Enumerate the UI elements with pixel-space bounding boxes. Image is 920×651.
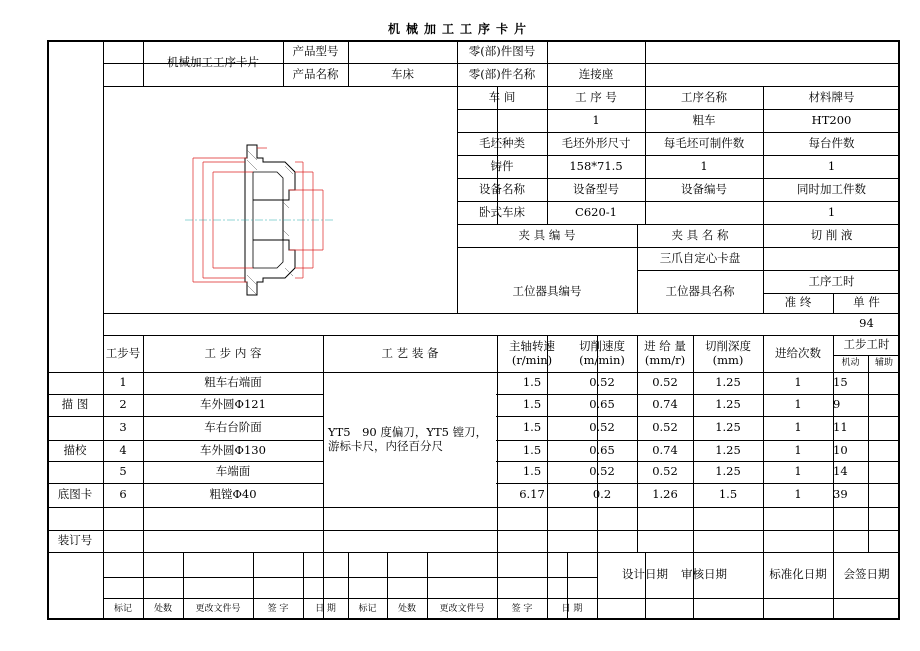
product-name-label: 产品名称 <box>292 66 339 81</box>
info-equip-name-label: 设备名称 <box>479 181 525 196</box>
step-velocity: 0.65 <box>589 397 615 412</box>
step-velocity: 0.52 <box>589 464 615 479</box>
step-times: 1 <box>794 375 802 390</box>
coolant-label: 切 削 液 <box>810 227 853 242</box>
part-no-label: 零(部)件图号 <box>468 43 536 58</box>
step-times: 1 <box>794 464 802 479</box>
info-op-no: 1 <box>592 112 600 127</box>
step-aux-time <box>868 372 900 394</box>
fixture-no <box>457 247 637 270</box>
step-times: 1 <box>794 442 802 457</box>
product-model-label: 产品型号 <box>292 43 339 58</box>
step-no: 3 <box>119 420 127 435</box>
info-op-name-label: 工序名称 <box>681 89 727 104</box>
step-content: 粗镗Φ40 <box>209 487 257 502</box>
grid-line <box>47 530 900 531</box>
info-blank-type: 铸件 <box>490 158 514 173</box>
part-name: 连接座 <box>578 66 614 81</box>
step-velocity: 0.2 <box>592 487 612 502</box>
info-op-name: 粗车 <box>692 112 716 127</box>
footer-doc-no: 更改文件号 <box>195 603 241 614</box>
footer-mark: 标记 <box>113 603 132 614</box>
step-content: 粗车右端面 <box>204 375 262 390</box>
step-aux-time <box>868 483 900 507</box>
machine-header: 机动 <box>841 358 860 369</box>
fixture-name-label: 夹 具 名 称 <box>671 227 729 242</box>
fixture-no-label: 夹 具 编 号 <box>518 227 576 242</box>
step-feed: 1.26 <box>652 487 678 502</box>
step-depth: 1.25 <box>715 375 741 390</box>
side-bind: 装订号 <box>57 533 93 548</box>
depth-header-unit: (mm) <box>712 352 744 367</box>
step-content-header: 工 步 内 容 <box>204 345 262 360</box>
step-content: 车端面 <box>215 464 251 479</box>
coolant <box>763 247 900 270</box>
feed-header <box>637 335 693 372</box>
times-header: 进给次数 <box>775 345 821 360</box>
speed-header-title: 主轴转速 <box>509 339 555 354</box>
footer-count: 处数 <box>397 603 416 614</box>
info-blank-size-label: 毛坯外形尺寸 <box>561 135 631 150</box>
footer-count: 处数 <box>153 603 172 614</box>
info-material: HT200 <box>811 112 852 127</box>
speed-header-unit: (r/min) <box>511 352 553 367</box>
depth-header <box>693 335 763 372</box>
card-label: 机械加工工序卡片 <box>167 55 259 70</box>
step-feed: 0.74 <box>652 442 678 457</box>
review-date: 审核日期 <box>681 567 727 582</box>
step-depth: 1.25 <box>715 442 741 457</box>
info-per-blank-label: 每毛坯可制件数 <box>663 135 745 150</box>
info-simul-label: 同时加工件数 <box>797 181 866 196</box>
side-base: 底图卡 <box>57 487 93 502</box>
step-no: 1 <box>119 375 127 390</box>
step-feed: 0.52 <box>652 375 678 390</box>
step-content: 车外圆Φ121 <box>200 397 266 412</box>
step-depth: 1.25 <box>715 464 741 479</box>
step-machine-time: 10 <box>833 442 848 457</box>
std-date: 标准化日期 <box>769 567 827 582</box>
fixture-name: 三爪自定心卡盘 <box>659 250 741 265</box>
step-time-header: 工步工时 <box>843 337 890 352</box>
grid-line <box>103 577 597 578</box>
step-times: 1 <box>794 397 802 412</box>
step-no: 6 <box>119 487 127 502</box>
speed-header <box>497 335 567 372</box>
step-velocity: 0.52 <box>589 420 615 435</box>
footer-date: 日 期 <box>561 603 583 614</box>
step-velocity: 0.65 <box>589 442 615 457</box>
depth-header-title: 切削深度 <box>705 339 751 354</box>
info-equip-name: 卧式车床 <box>479 204 525 219</box>
footer-mark: 标记 <box>358 603 377 614</box>
step-speed: 1.5 <box>522 442 542 457</box>
product-model <box>348 40 457 63</box>
info-equip-no-label: 设备编号 <box>681 181 727 196</box>
part-drawing <box>185 140 335 300</box>
equipment-header: 工 艺 装 备 <box>381 345 439 360</box>
step-machine-time: 39 <box>833 487 848 502</box>
step-speed: 1.5 <box>522 375 542 390</box>
step-speed: 1.5 <box>522 464 542 479</box>
step-machine-time: 15 <box>833 375 848 390</box>
step-machine-time: 9 <box>833 397 841 412</box>
step-speed: 1.5 <box>522 397 542 412</box>
step-aux-time <box>868 394 900 416</box>
step-feed: 0.52 <box>652 464 678 479</box>
step-depth: 1.25 <box>715 420 741 435</box>
side-trace: 描 图 <box>61 397 89 412</box>
aux-header: 辅助 <box>874 358 893 369</box>
unit-label: 单 件 <box>853 295 880 310</box>
velocity-header-unit: (m/min) <box>579 352 625 367</box>
info-equip-model-label: 设备型号 <box>573 181 619 196</box>
step-no: 4 <box>119 442 127 457</box>
op-time-label: 工序工时 <box>808 273 855 288</box>
info-per-unit: 1 <box>827 158 836 173</box>
step-no: 2 <box>119 397 127 412</box>
footer-date: 日 期 <box>315 603 336 614</box>
info-per-unit-label: 每台件数 <box>808 135 855 150</box>
step-aux-time <box>868 440 900 461</box>
info-blank-type-label: 毛坯种类 <box>479 135 525 150</box>
design-date: 设计日期 <box>622 567 668 582</box>
footer-doc-no: 更改文件号 <box>439 603 485 614</box>
step-feed: 0.74 <box>652 397 678 412</box>
product-name: 车床 <box>391 66 414 81</box>
step-content: 车外圆Φ130 <box>200 442 266 457</box>
velocity-header-title: 切削速度 <box>579 339 625 354</box>
grid-line <box>868 355 869 372</box>
info-equip-no <box>645 201 763 224</box>
station-no-label: 工位器具编号 <box>512 283 582 298</box>
info-material-label: 材料牌号 <box>808 89 855 104</box>
part-name-label: 零(部)件名称 <box>468 66 536 81</box>
feed-header-title: 进 给 量 <box>644 339 686 354</box>
info-workshop <box>457 109 547 132</box>
info-equip-model: C620-1 <box>575 204 617 219</box>
info-per-blank: 1 <box>700 158 708 173</box>
station-name-label: 工位器具名称 <box>665 283 735 298</box>
step-aux-time <box>868 461 900 483</box>
unit-time: 94 <box>859 316 874 331</box>
info-simul: 1 <box>827 204 836 219</box>
step-feed: 0.52 <box>652 420 678 435</box>
side-check: 描校 <box>63 442 87 457</box>
step-machine-time: 11 <box>833 420 848 435</box>
step-times: 1 <box>794 487 802 502</box>
sign-date: 会签日期 <box>843 567 890 582</box>
step-content: 车右台阶面 <box>204 420 262 435</box>
info-blank-size: 158*71.5 <box>569 158 623 173</box>
step-depth: 1.25 <box>715 397 741 412</box>
info-workshop-label: 车 间 <box>488 89 516 104</box>
step-speed: 1.5 <box>522 420 542 435</box>
step-depth: 1.5 <box>718 487 738 502</box>
part-no <box>547 40 645 63</box>
prep-time <box>763 313 833 335</box>
prep-label: 准 终 <box>784 295 812 310</box>
document-title: 机械加工工序卡片 <box>387 22 532 36</box>
step-no: 5 <box>119 464 127 479</box>
step-speed: 6.17 <box>519 487 545 502</box>
equipment-text: YT5 90 度偏刀，YT5 镗刀，游标卡尺，内径百分尺 <box>328 425 488 453</box>
footer-sign: 签 字 <box>511 603 533 614</box>
step-velocity: 0.52 <box>589 375 615 390</box>
footer-sign: 签 字 <box>267 603 289 614</box>
step-machine-time: 14 <box>833 464 848 479</box>
step-times: 1 <box>794 420 802 435</box>
info-op-no-label: 工 序 号 <box>575 89 617 104</box>
feed-header-unit: (mm/r) <box>644 352 686 367</box>
step-no-header: 工步号 <box>105 345 141 360</box>
velocity-header <box>567 335 637 372</box>
step-aux-time <box>868 416 900 440</box>
